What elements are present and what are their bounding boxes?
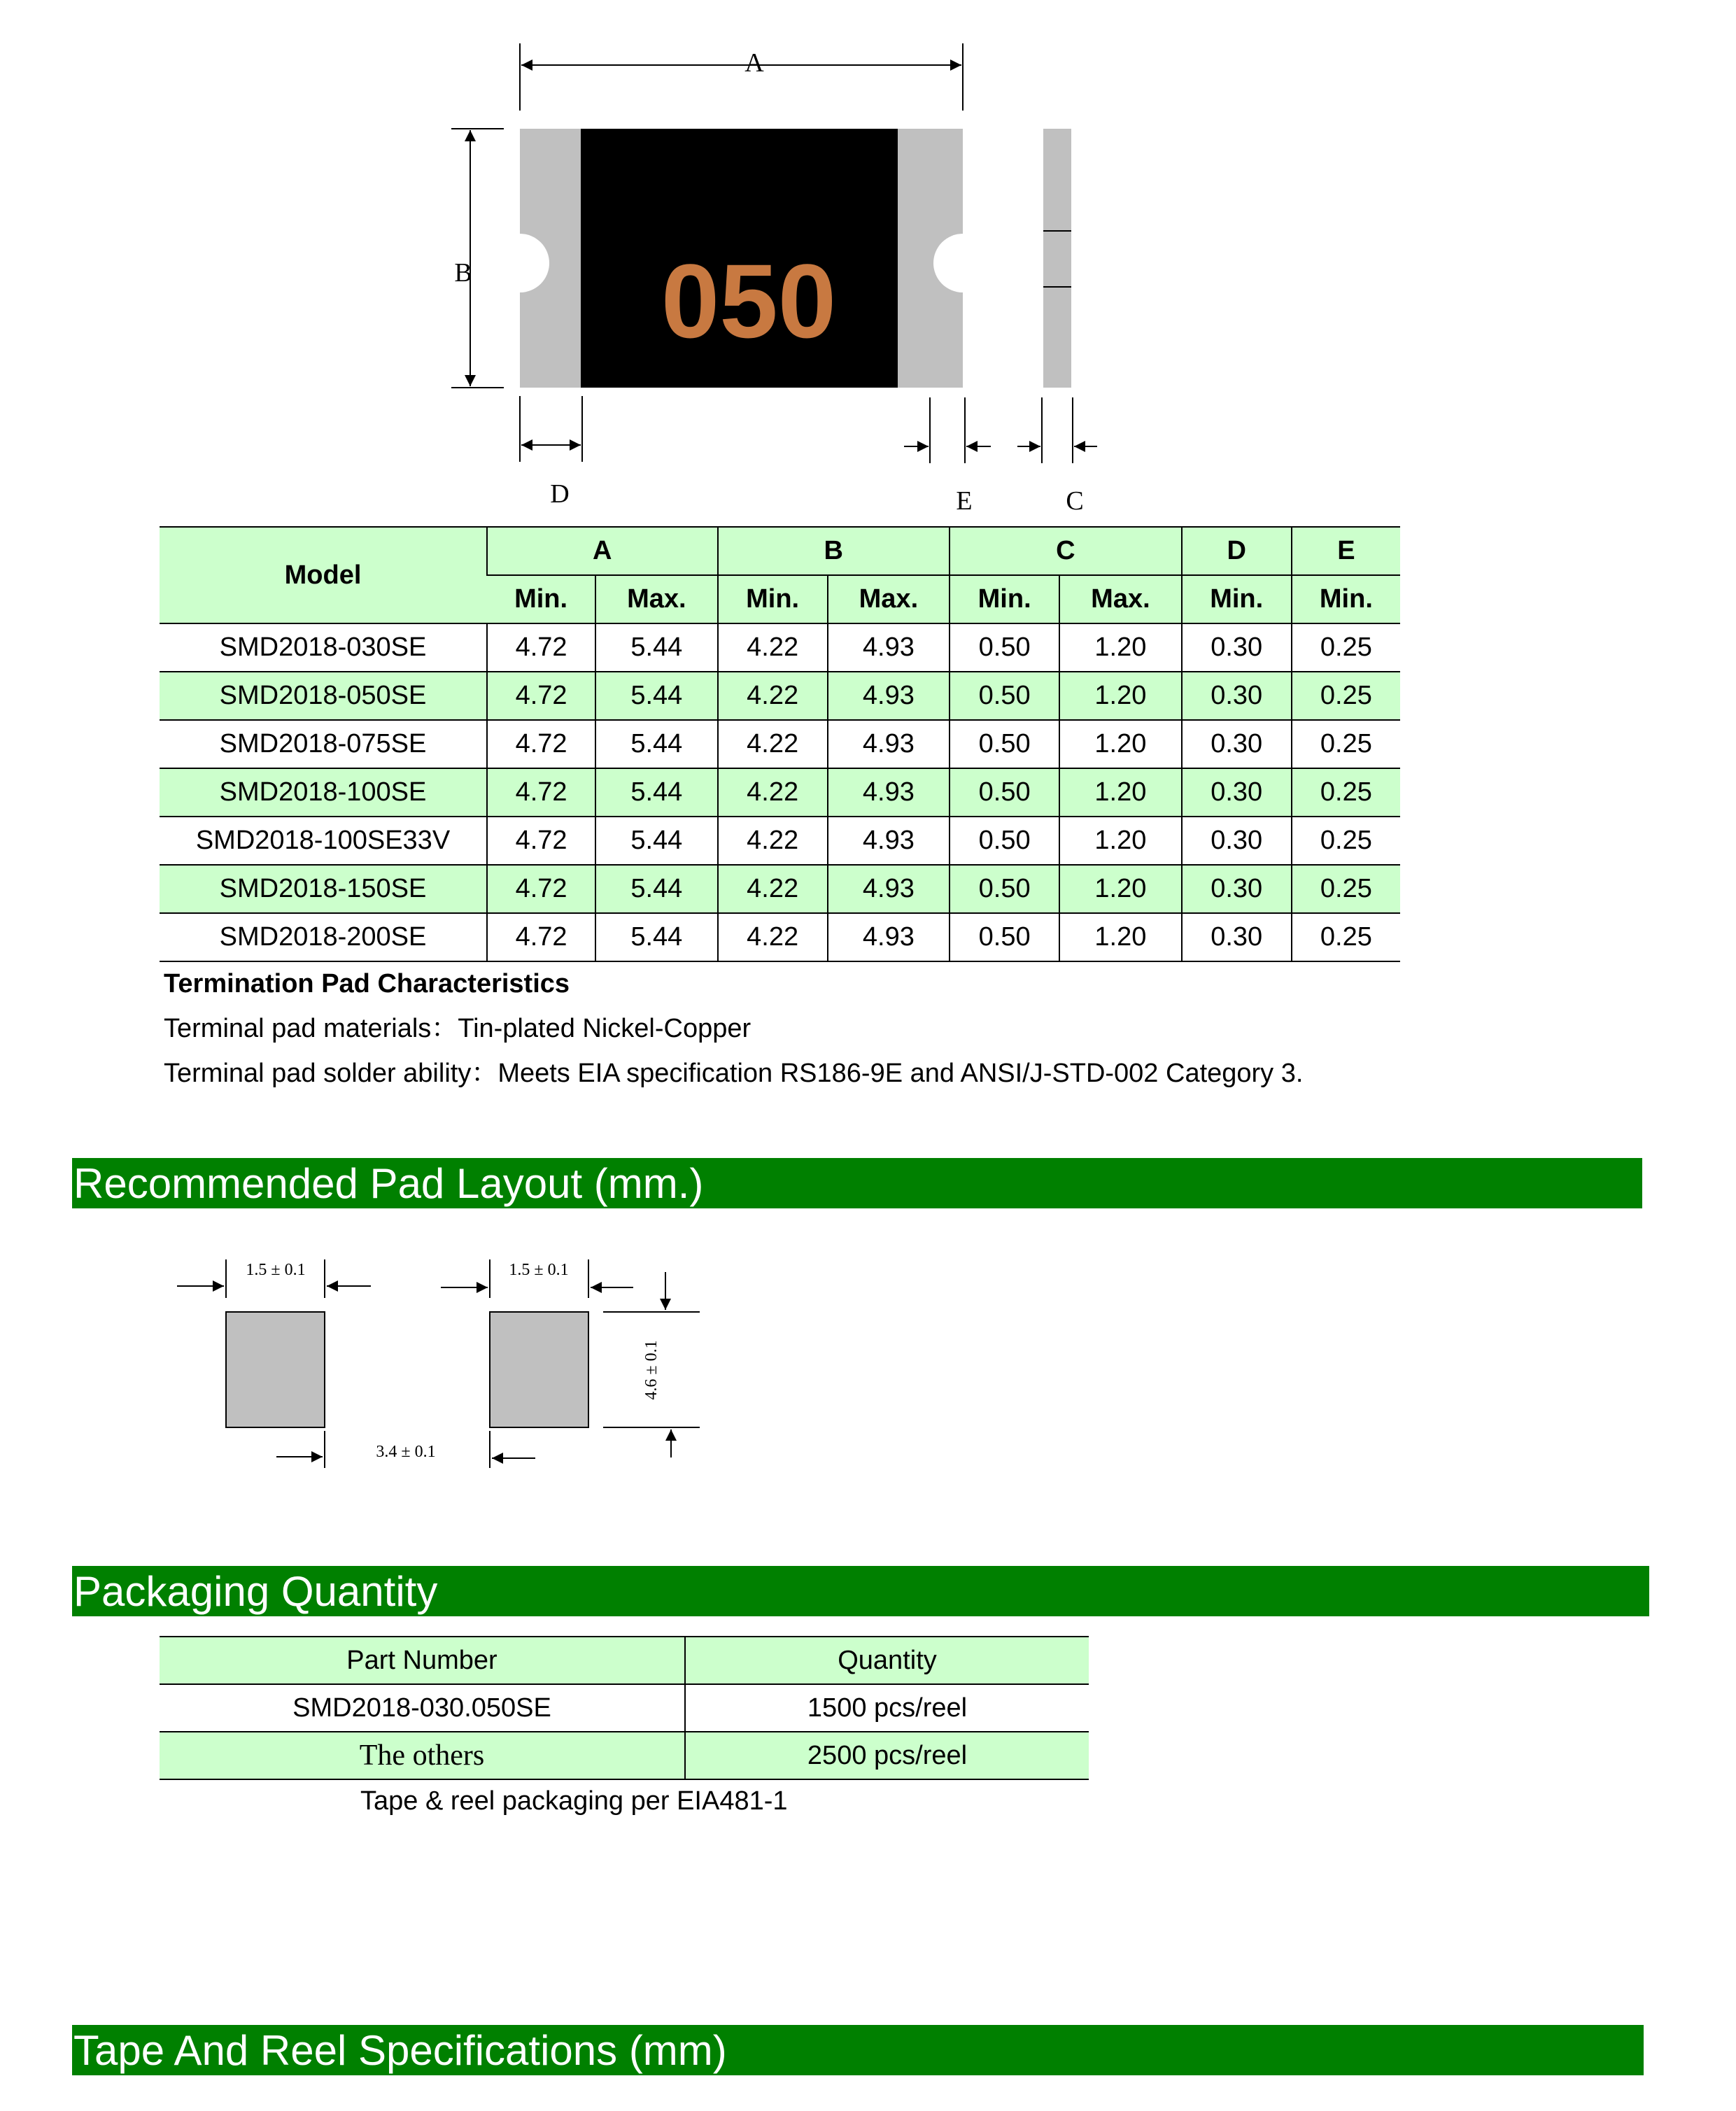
terminal-solder-text: Terminal pad solder ability：Meets EIA specification RS186-9E and ANSI/J-STD-002 Category 3. xyxy=(164,1059,1304,1088)
table-cell: 4.72 xyxy=(487,817,595,865)
table-cell: 0.50 xyxy=(950,865,1059,913)
pad-gap-label: 3.4 ± 0.1 xyxy=(376,1443,436,1461)
pad-height-label: 4.6 ± 0.1 xyxy=(642,1340,661,1400)
table-cell: 4.22 xyxy=(718,623,828,672)
table-cell: 4.72 xyxy=(487,623,595,672)
table-cell: 0.25 xyxy=(1292,623,1400,672)
table-cell-model: SMD2018-050SE xyxy=(160,672,487,720)
column-subheader: Max. xyxy=(828,575,950,623)
termination-heading: Termination Pad Characteristics xyxy=(164,969,570,998)
column-header-c: C xyxy=(950,527,1182,575)
table-cell: 0.25 xyxy=(1292,865,1400,913)
table-cell: 1.20 xyxy=(1059,623,1181,672)
table-cell: 0.30 xyxy=(1182,768,1292,817)
column-header-quantity: Quantity xyxy=(685,1637,1089,1684)
table-cell: 1.20 xyxy=(1059,768,1181,817)
table-cell: 0.30 xyxy=(1182,720,1292,768)
component-dimension-drawing xyxy=(0,0,1736,532)
table-cell: 0.30 xyxy=(1182,623,1292,672)
table-cell: 5.44 xyxy=(595,865,717,913)
table-cell: 4.22 xyxy=(718,768,828,817)
table-cell-model: SMD2018-100SE xyxy=(160,768,487,817)
table-row xyxy=(160,720,1400,768)
terminal-materials-text: Terminal pad materials：Tin-plated Nickel-Copper xyxy=(164,1014,751,1043)
pad-left xyxy=(226,1312,325,1427)
table-cell-model: SMD2018-030SE xyxy=(160,623,487,672)
component-marking: 050 xyxy=(661,242,837,360)
table-cell: 0.30 xyxy=(1182,672,1292,720)
table-cell: 4.72 xyxy=(487,913,595,961)
column-subheader: Max. xyxy=(1059,575,1181,623)
table-row xyxy=(160,913,1400,961)
dim-label-a: A xyxy=(744,48,764,78)
table-cell: 5.44 xyxy=(595,623,717,672)
table-cell: 0.25 xyxy=(1292,672,1400,720)
column-subheader: Max. xyxy=(595,575,717,623)
table-cell: 1.20 xyxy=(1059,672,1181,720)
column-subheader: Min. xyxy=(1292,575,1400,623)
table-cell: 4.72 xyxy=(487,865,595,913)
table-cell: 0.30 xyxy=(1182,865,1292,913)
dim-label-c: C xyxy=(1066,486,1084,516)
table-cell: 5.44 xyxy=(595,913,717,961)
table-cell: 5.44 xyxy=(595,768,717,817)
table-header-row xyxy=(160,527,1400,575)
table-cell: 4.93 xyxy=(828,817,950,865)
table-cell: 4.22 xyxy=(718,913,828,961)
table-row xyxy=(160,768,1400,817)
table-cell: 4.93 xyxy=(828,865,950,913)
column-header-d: D xyxy=(1182,527,1292,575)
table-cell: 0.25 xyxy=(1292,913,1400,961)
table-header-row xyxy=(160,1637,1089,1684)
table-cell: 4.22 xyxy=(718,720,828,768)
column-subheader: Min. xyxy=(718,575,828,623)
table-cell: 5.44 xyxy=(595,720,717,768)
table-cell-part-number: SMD2018-030.050SE xyxy=(160,1684,685,1732)
pad-right xyxy=(490,1312,588,1427)
dim-label-e: E xyxy=(956,486,973,516)
component-side-view xyxy=(1043,129,1071,388)
pad-width-right-label: 1.5 ± 0.1 xyxy=(509,1261,569,1279)
table-row xyxy=(160,817,1400,865)
pad-width-left-label: 1.5 ± 0.1 xyxy=(246,1261,306,1279)
column-subheader: Min. xyxy=(1182,575,1292,623)
table-cell-part-number: The others xyxy=(160,1732,685,1779)
table-cell: 1.20 xyxy=(1059,913,1181,961)
table-cell: 0.25 xyxy=(1292,817,1400,865)
table-cell: 4.72 xyxy=(487,672,595,720)
column-subheader: Min. xyxy=(487,575,595,623)
table-cell: 0.25 xyxy=(1292,720,1400,768)
table-cell: 0.50 xyxy=(950,720,1059,768)
component-top-view xyxy=(520,129,963,388)
table-row xyxy=(160,1732,1089,1779)
table-cell-model: SMD2018-075SE xyxy=(160,720,487,768)
table-row xyxy=(160,672,1400,720)
table-cell: 0.30 xyxy=(1182,913,1292,961)
section-header-tape-reel: Tape And Reel Specifications (mm) xyxy=(72,2025,1644,2075)
dim-label-d: D xyxy=(550,479,570,509)
table-cell: 4.72 xyxy=(487,768,595,817)
table-cell-quantity: 1500 pcs/reel xyxy=(685,1684,1089,1732)
column-header-b: B xyxy=(718,527,950,575)
table-row xyxy=(160,865,1400,913)
table-cell-model: SMD2018-200SE xyxy=(160,913,487,961)
table-cell-quantity: 2500 pcs/reel xyxy=(685,1732,1089,1779)
table-cell: 4.72 xyxy=(487,720,595,768)
table-cell: 5.44 xyxy=(595,672,717,720)
table-cell-model: SMD2018-150SE xyxy=(160,865,487,913)
table-cell-model: SMD2018-100SE33V xyxy=(160,817,487,865)
table-cell: 0.30 xyxy=(1182,817,1292,865)
table-cell: 4.22 xyxy=(718,817,828,865)
table-cell: 4.93 xyxy=(828,623,950,672)
table-cell: 1.20 xyxy=(1059,817,1181,865)
dim-label-b: B xyxy=(454,258,472,288)
table-cell: 0.50 xyxy=(950,913,1059,961)
pad-layout-drawing xyxy=(0,1245,770,1483)
column-header-e: E xyxy=(1292,527,1400,575)
section-header-packaging: Packaging Quantity xyxy=(72,1566,1649,1616)
table-cell: 4.22 xyxy=(718,865,828,913)
table-cell: 0.25 xyxy=(1292,768,1400,817)
termination-notes xyxy=(164,961,1303,1096)
column-header-model: Model xyxy=(160,527,487,623)
packaging-note: Tape & reel packaging per EIA481-1 xyxy=(360,1786,788,1816)
table-cell: 4.93 xyxy=(828,720,950,768)
dimension-table xyxy=(160,526,1400,962)
table-row xyxy=(160,623,1400,672)
table-cell: 0.50 xyxy=(950,817,1059,865)
table-cell: 0.50 xyxy=(950,672,1059,720)
packaging-table xyxy=(160,1636,1089,1780)
section-header-pad-layout: Recommended Pad Layout (mm.) xyxy=(72,1158,1642,1208)
table-row xyxy=(160,1684,1089,1732)
table-cell: 4.93 xyxy=(828,913,950,961)
table-cell: 1.20 xyxy=(1059,720,1181,768)
table-cell: 5.44 xyxy=(595,817,717,865)
table-cell: 4.22 xyxy=(718,672,828,720)
table-cell: 0.50 xyxy=(950,623,1059,672)
table-cell: 0.50 xyxy=(950,768,1059,817)
table-cell: 4.93 xyxy=(828,768,950,817)
table-cell: 1.20 xyxy=(1059,865,1181,913)
column-header-part-number: Part Number xyxy=(160,1637,685,1684)
column-header-a: A xyxy=(487,527,718,575)
table-cell: 4.93 xyxy=(828,672,950,720)
column-subheader: Min. xyxy=(950,575,1059,623)
